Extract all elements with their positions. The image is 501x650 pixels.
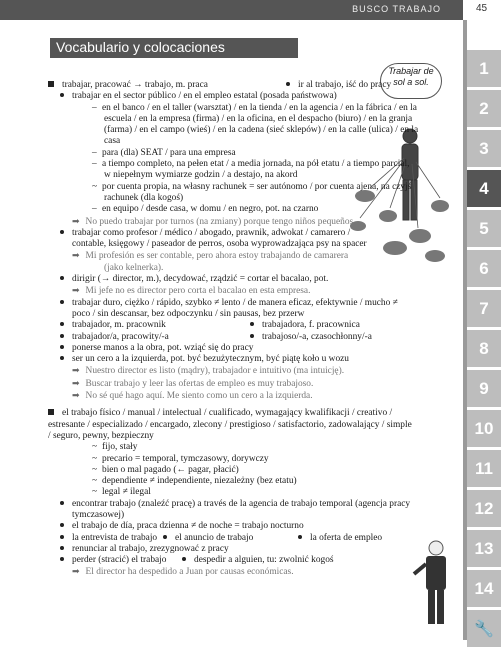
square-bullet-icon bbox=[48, 409, 54, 415]
example-line: ➡ No puedo trabajar por turnos (na zmiany) porque tengo niños pequeños. bbox=[72, 215, 356, 227]
list-item: (farma) / en el campo (wieś) / en la cadena (sieć sklepów) / en la calle (ulica) / en la bbox=[104, 125, 419, 136]
list-item: tymczasowej) bbox=[72, 509, 125, 520]
list-item: rachunek (dla kogoś) bbox=[104, 192, 184, 203]
arrow-icon: ➡ bbox=[72, 390, 80, 401]
list-item: ~ por cuenta propia, na własny rachunek = ser autónomo / por cuenta ajena, na czyjś bbox=[92, 181, 412, 192]
example-line: ➡ Buscar trabajo y leer las ofertas de empleo es muy trabajoso. bbox=[72, 377, 314, 389]
chapter-tab-11[interactable]: 11 bbox=[467, 450, 501, 487]
arrow-icon: ➡ bbox=[72, 250, 80, 261]
list-item: encontrar trabajo (znaleźć pracę) a través de la agencia de trabajo temporal (agencja pracy bbox=[48, 499, 458, 510]
list-item: ~ bien o mal pagado (← pagar, płacić) bbox=[92, 464, 239, 475]
chapter-tab-14[interactable]: 14 bbox=[467, 570, 501, 607]
list-item: dirigir (→ director, m.), decydować, rządzić = cortar el bacalao, pot. bbox=[48, 274, 458, 285]
list-item: poco / sin descansar, bez odpoczynku / sin pausas, bez przerw bbox=[72, 308, 305, 319]
bubble-line-1: Trabajar de bbox=[388, 66, 434, 76]
bullet-icon bbox=[60, 535, 64, 539]
bullet-icon bbox=[250, 334, 254, 338]
arrow-icon: ➡ bbox=[72, 215, 80, 226]
bullet-icon bbox=[60, 334, 64, 338]
list-item: estresante / especializado / encargado, zlecony / prestigioso / satisfactorio, zadowalający / simple bbox=[48, 419, 412, 430]
bullet-icon bbox=[250, 322, 254, 326]
bullet-icon bbox=[60, 546, 64, 550]
heading-text: Vocabulario y colocaciones bbox=[56, 39, 225, 55]
list-item: trabajar, pracować → trabajo, m. praca ir al trabajo, iść do pracy bbox=[48, 80, 458, 91]
list-item: ~ legal ≠ ilegal bbox=[92, 487, 151, 498]
list-item: casa bbox=[104, 136, 121, 147]
example-line: ➡ El director ha despedido a Juan por causas económicas. bbox=[72, 566, 294, 578]
section-heading bbox=[50, 38, 298, 58]
section-title: BUSCO TRABAJO bbox=[352, 4, 441, 14]
list-item: ser un cero a la izquierda, pot. być bezużytecznym, być piątę koło u wozu bbox=[48, 354, 458, 365]
example-line: ➡ Mi jefe no es director pero corta el bacalao en esta empresa. bbox=[72, 285, 311, 297]
example-line: ➡ Mi profesión es ser contable, pero ahora estoy trabajando de camarera bbox=[72, 250, 349, 262]
list-item: escuela / en la empresa (firma) / en la oficina, en el despacho (biuro) / en la granja bbox=[104, 113, 413, 124]
arrow-icon: ➡ bbox=[72, 365, 80, 376]
list-item: – a tiempo completo, na pełen etat / a media jornada, na pół etatu / a tiempo parcial, bbox=[92, 159, 410, 170]
wrench-icon[interactable]: 🔧 bbox=[467, 610, 501, 647]
example-line: (jako kelnerka). bbox=[104, 262, 164, 273]
list-item: perder (stracić) el trabajo despedir a alguien, tu: zwolnić kogoś bbox=[48, 555, 458, 566]
bullet-icon bbox=[60, 523, 64, 527]
list-item: ~ dependiente ≠ independiente, niezależny (bez etatu) bbox=[92, 476, 297, 487]
arrow-icon: ➡ bbox=[72, 566, 80, 577]
list-item: trabajar duro, ciężko / rápido, szybko ≠ lento / de manera eficaz, efektywnie / mucho ≠ bbox=[48, 298, 458, 309]
bullet-icon bbox=[60, 345, 64, 349]
bullet-icon bbox=[60, 356, 64, 360]
chapter-tab-4[interactable]: 4 bbox=[467, 170, 501, 207]
arrow-icon: ➡ bbox=[72, 377, 80, 388]
chapter-tab-10[interactable]: 10 bbox=[467, 410, 501, 447]
example-line: ➡ Nuestro director es listo (mądry), trabajador e intuitivo (ma intuicję). bbox=[72, 365, 345, 377]
example-line: ➡ No sé qué hago aquí. Me siento como un cero a la izquierda. bbox=[72, 390, 313, 402]
list-item: trabajar como profesor / médico / abogado, prawnik, adwokat / camarero / bbox=[48, 228, 458, 239]
list-item: trabajador, m. pracownik trabajadora, f. pracownica bbox=[48, 320, 458, 331]
list-item: ~ precario = temporal, tymczasowy, dorywczy bbox=[92, 453, 269, 464]
square-bullet-icon bbox=[48, 81, 54, 87]
chapter-tab-12[interactable]: 12 bbox=[467, 490, 501, 527]
bullet-icon bbox=[60, 501, 64, 505]
bullet-icon bbox=[163, 535, 167, 539]
bullet-icon bbox=[60, 230, 64, 234]
list-item: renunciar al trabajo, zrezygnować z pracy bbox=[48, 544, 458, 555]
page-number: 45 bbox=[476, 3, 488, 14]
list-item: – en el banco / en el taller (warsztat) / en la tienda / en la agencia / en la fábrica / en la bbox=[92, 102, 417, 113]
list-item: ~ fijo, stały bbox=[92, 442, 138, 453]
bullet-icon bbox=[60, 322, 64, 326]
list-item: / seguro, pewny, bezpieczny bbox=[48, 430, 154, 441]
vocabulary-list bbox=[48, 80, 458, 579]
chapter-tabs bbox=[467, 50, 501, 650]
list-item: trabajar en el sector público / en el empleo estatal (posada państwowa) bbox=[48, 91, 458, 102]
bubble-line-2: sol a sol. bbox=[393, 77, 429, 87]
chapter-tab-8[interactable]: 8 bbox=[467, 330, 501, 367]
chapter-tab-13[interactable]: 13 bbox=[467, 530, 501, 567]
chapter-tab-1[interactable]: 1 bbox=[467, 50, 501, 87]
chapter-tab-5[interactable]: 5 bbox=[467, 210, 501, 247]
bullet-icon bbox=[60, 557, 64, 561]
list-item: contable, księgowy / paseador de perros, osoba wyprowadzająca psy na spacer bbox=[72, 239, 367, 250]
chapter-tab-9[interactable]: 9 bbox=[467, 370, 501, 407]
bullet-icon bbox=[298, 535, 302, 539]
bullet-icon bbox=[60, 276, 64, 280]
chapter-tab-2[interactable]: 2 bbox=[467, 90, 501, 127]
chapter-tab-3[interactable]: 3 bbox=[467, 130, 501, 167]
list-item: trabajador/a, pracowity/-a trabajoso/-a, czasochłonny/-a bbox=[48, 332, 458, 343]
chapter-tab-7[interactable]: 7 bbox=[467, 290, 501, 327]
list-item: – en equipo / desde casa, w domu / en negro, pot. na czarno bbox=[92, 204, 319, 215]
list-item: w niepełnym wymiarze godzin / a destajo, na akord bbox=[104, 170, 298, 181]
chapter-tab-6[interactable]: 6 bbox=[467, 250, 501, 287]
list-item: ponerse manos a la obra, pot. wziąć się do pracy bbox=[48, 343, 458, 354]
arrow-icon: ➡ bbox=[72, 285, 80, 296]
bullet-icon bbox=[182, 557, 186, 561]
bullet-icon bbox=[286, 82, 290, 86]
header-bar bbox=[0, 0, 463, 20]
list-item: la entrevista de trabajo el anuncio de trabajo la oferta de empleo bbox=[48, 533, 458, 544]
page-number-box bbox=[463, 0, 501, 20]
bullet-icon bbox=[60, 300, 64, 304]
list-item: – para (dla) SEAT / para una empresa bbox=[92, 147, 236, 158]
list-item: el trabajo físico / manual / intelectual / cualificado, wymagający kwalifikacji / creativo / bbox=[48, 408, 458, 419]
list-item: el trabajo de día, praca dzienna ≠ de noche = trabajo nocturno bbox=[48, 521, 458, 532]
bullet-icon bbox=[60, 93, 64, 97]
